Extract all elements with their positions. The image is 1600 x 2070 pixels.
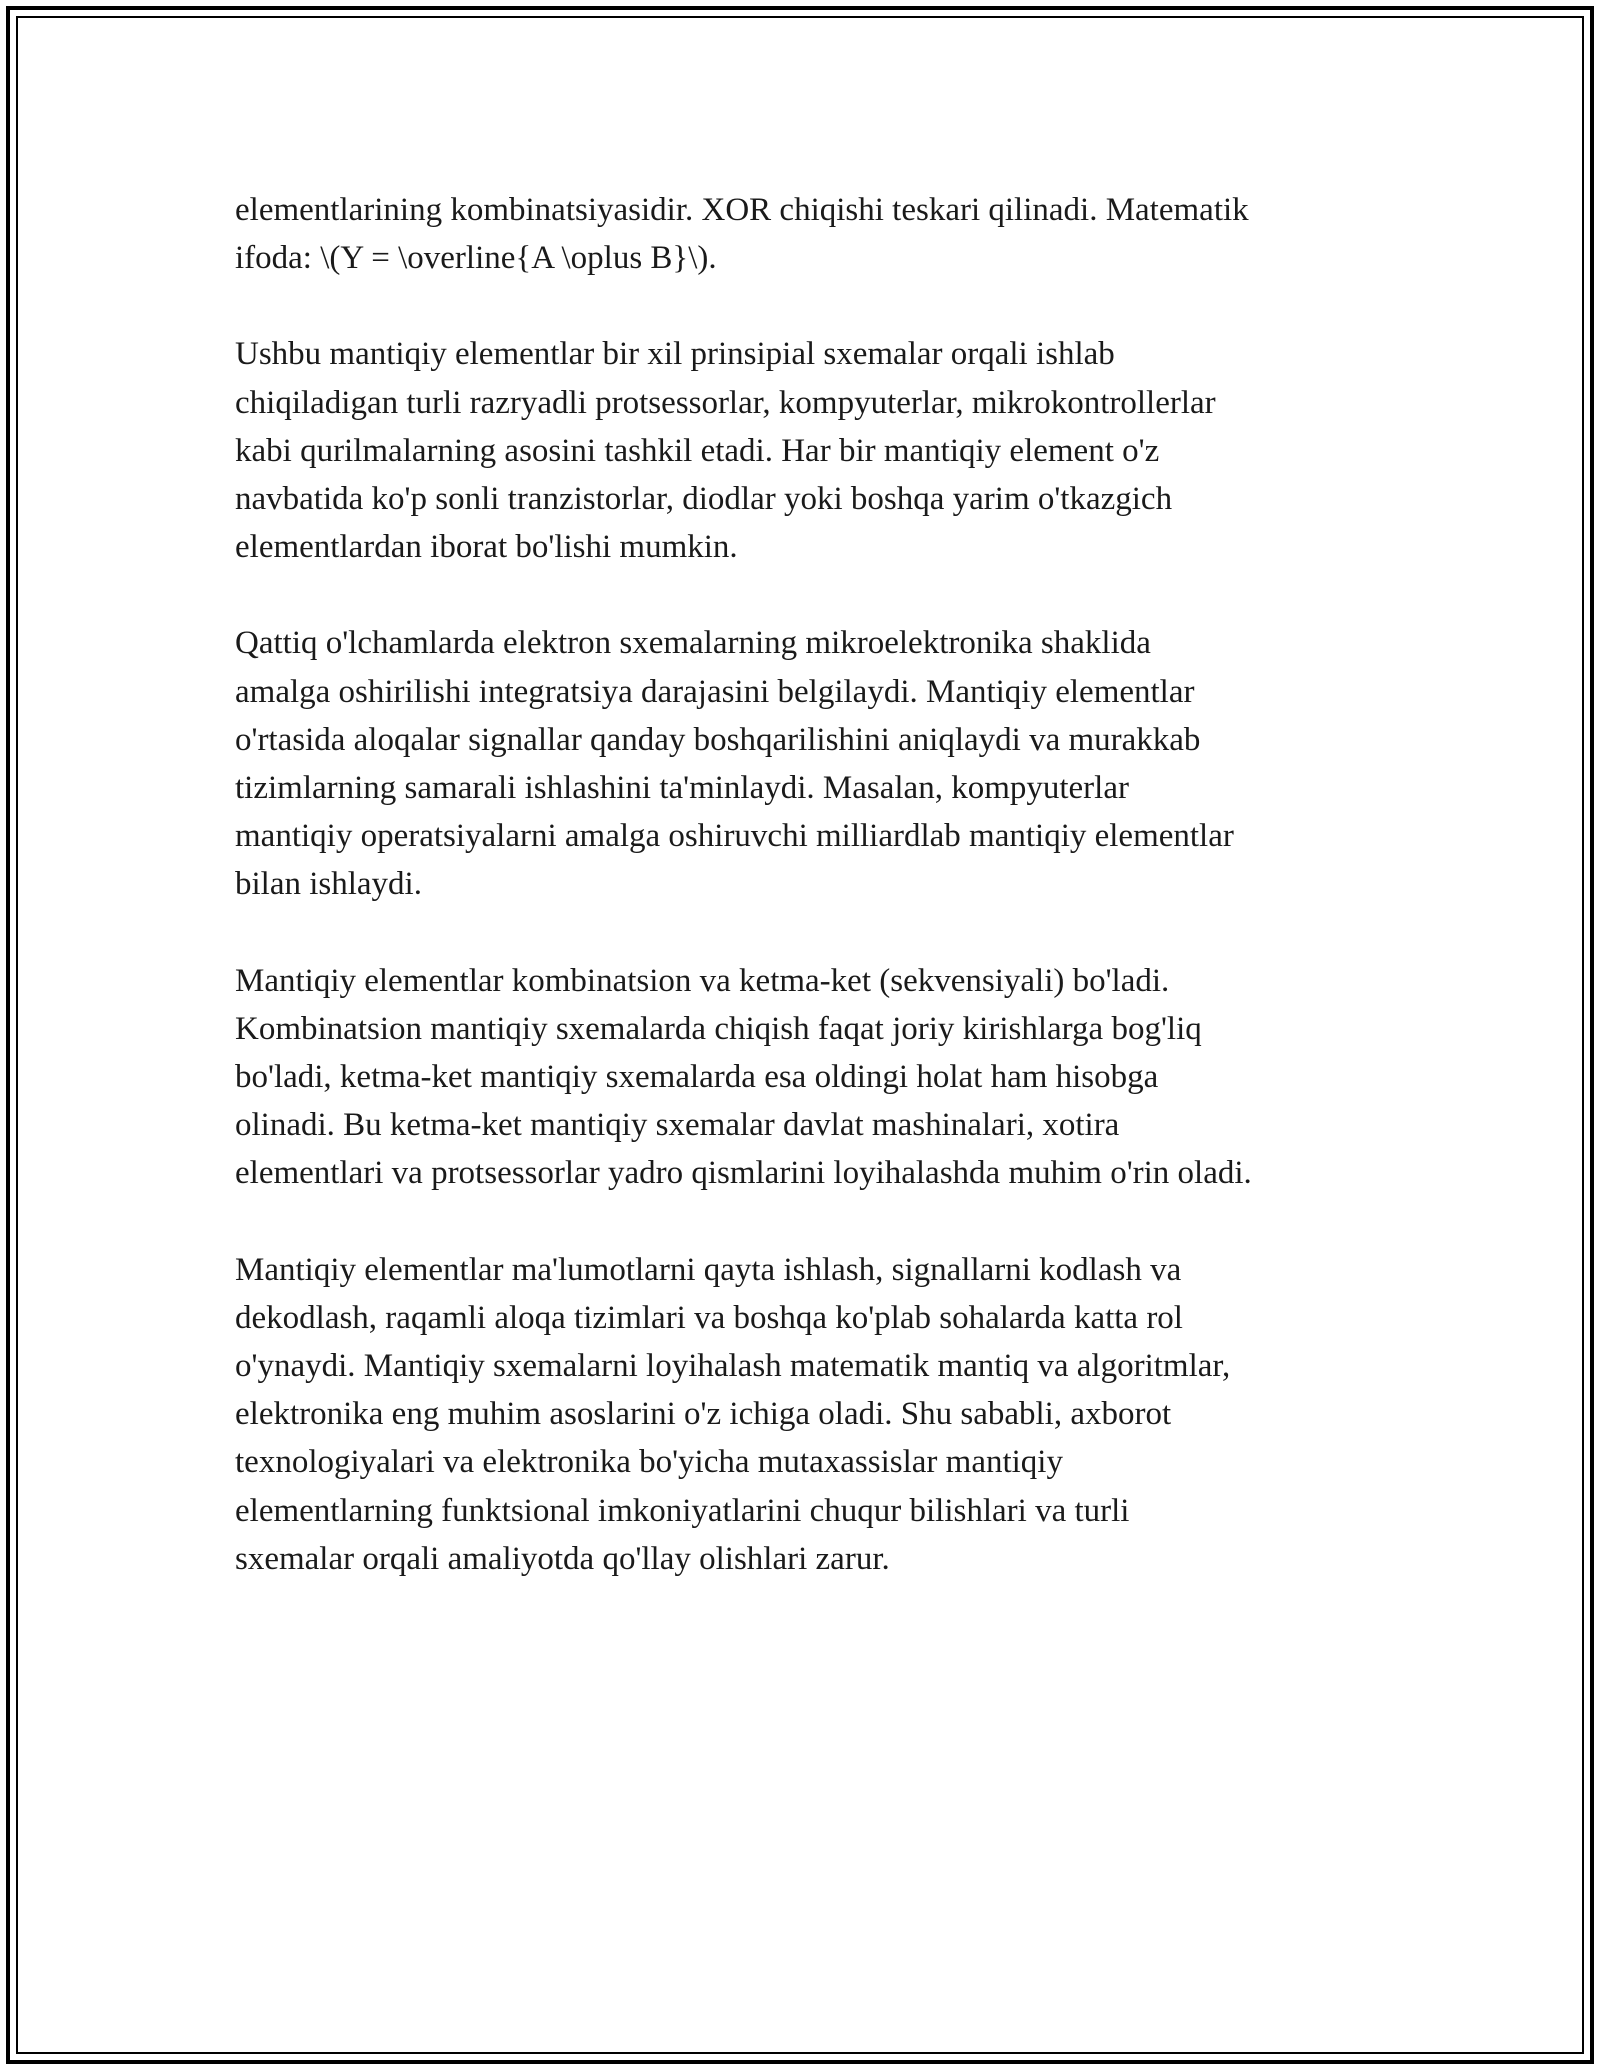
document-body bbox=[235, 186, 1375, 1631]
paragraph-5: Mantiqiy elementlar ma'lumotlarni qayta ishlash, signallarni kodlash va dekodlash, raqamli aloqa tizimlari va boshqa ko'plab sohalarda katta rol o'ynaydi. Mantiqiy sxemalarni loyihalash matematik mantiq va algoritmlar, elektronika eng muhim asoslarini o'z ichiga oladi. Shu sababli, axborot texnologiyalari va elektronika bo'yicha mutaxassislar mantiqiy elementlarning funktsional imkoniyatlarini chuqur bilishlari va turli sxemalar orqali amaliyotda qo'llay olishlari zarur. bbox=[235, 1251, 1231, 1577]
paragraph-1: elementlarining kombinatsiyasidir. XOR chiqishi teskari qilinadi. Matematik ifoda: \(Y = \overline{A \oplus B}\). bbox=[235, 192, 1249, 277]
paragraph-2: Ushbu mantiqiy elementlar bir xil prinsipial sxemalar orqali ishlab chiqiladigan turli razryadli protsessorlar, kompyuterlar, mikrokontrollerlar kabi qurilmalarning asosini tashkil etadi. Har bir mantiqiy element o'z navbatida ko'p sonli tranzistorlar, diodlar yoki boshqa yarim o'tkazgich elementlardan iborat bo'lishi mumkin. bbox=[235, 336, 1216, 566]
paragraph-4: Mantiqiy elementlar kombinatsion va ketma-ket (sekvensiyali) bo'ladi. Kombinatsion mantiqiy sxemalarda chiqish faqat joriy kirishlarga bog'liq bo'ladi, ketma-ket mantiqiy sxemalarda esa oldingi holat ham hisobga olinadi. Bu ketma-ket mantiqiy sxemalar davlat mashinalari, xotira elementlari va protsessorlar yadro qismlarini loyihalashda muhim o'rin oladi. bbox=[235, 962, 1252, 1192]
paragraph-3: Qattiq o'lchamlarda elektron sxemalarning mikroelektronika shaklida amalga oshirilishi integratsiya darajasini belgilaydi. Mantiqiy elementlar o'rtasida aloqalar signallar qanday boshqarilishini aniqlaydi va murakkab tizimlarning samarali ishlashini ta'minlaydi. Masalan, kompyuterlar mantiqiy operatsiyalarni amalga oshiruvchi milliardlab mantiqiy elementlar bilan ishlaydi. bbox=[235, 625, 1234, 903]
